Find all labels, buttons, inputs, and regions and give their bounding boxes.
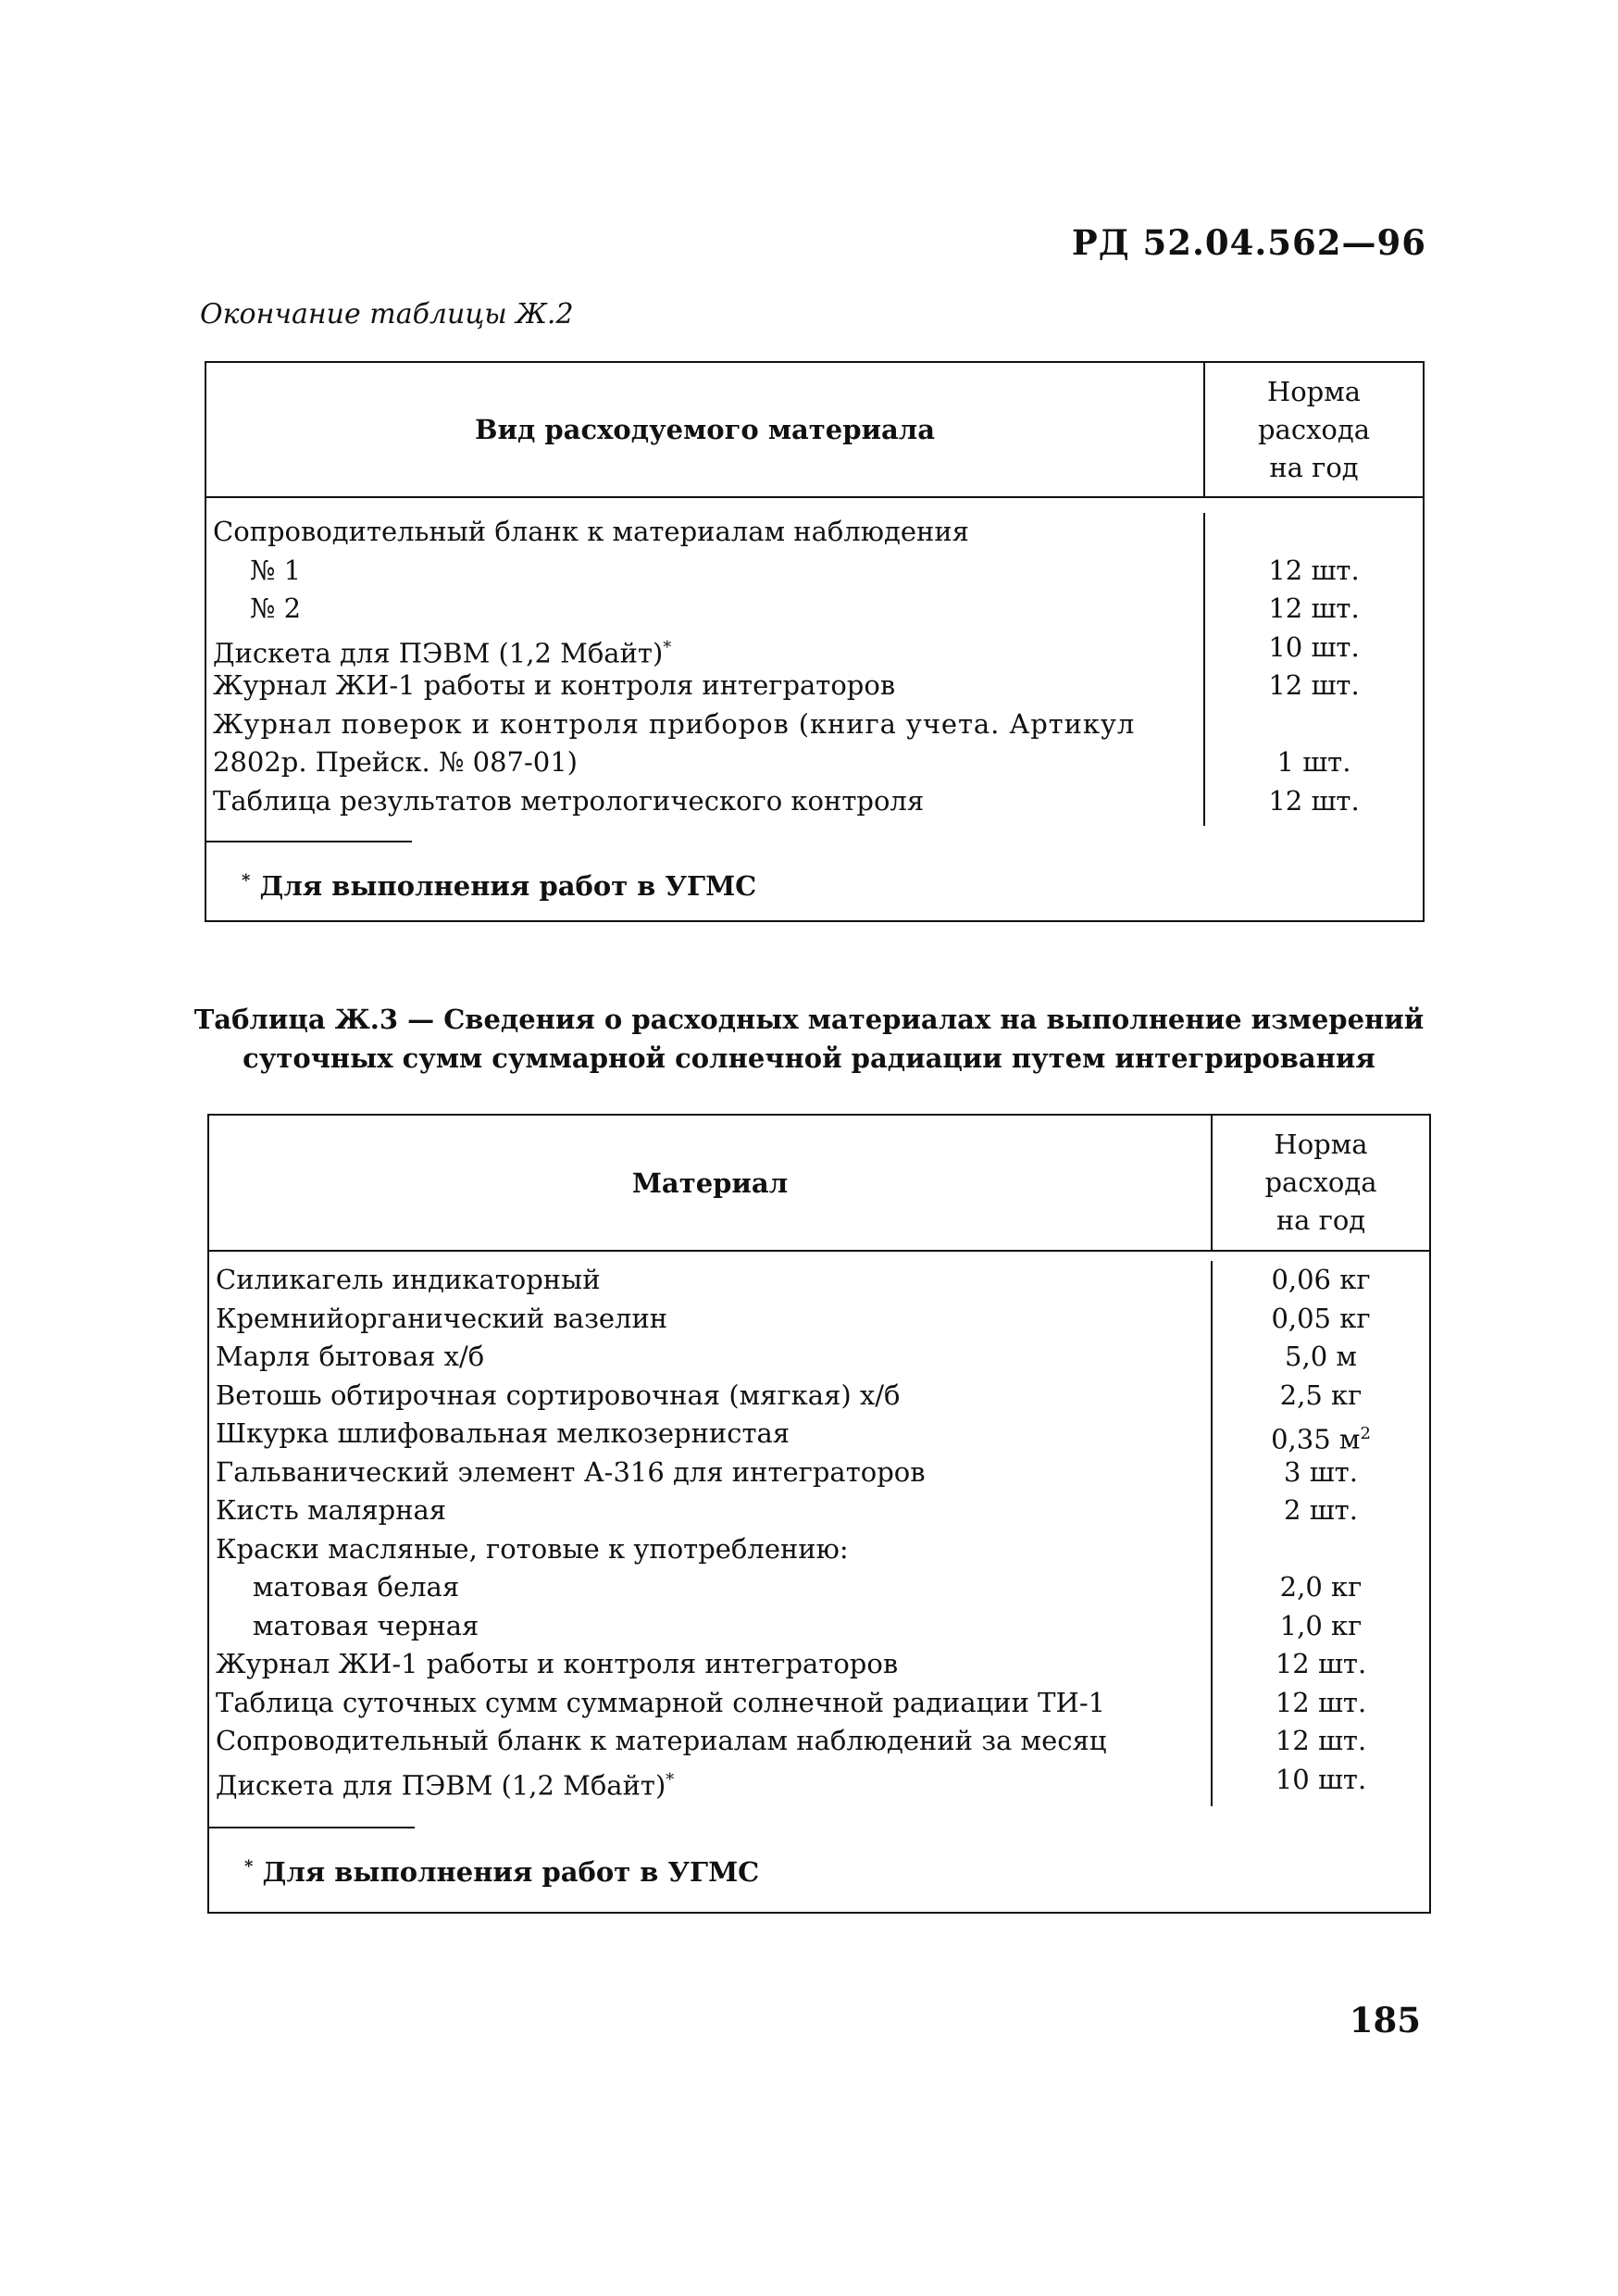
footnote-text: Для выполнения работ в УГМС [259, 870, 757, 902]
qty-cell: 10 шт. [1268, 630, 1360, 663]
table-row: Кремнийорганический вазелин [216, 1302, 668, 1334]
table-row: 2802р. Прейск. № 087-01) [213, 746, 578, 778]
qty-cell: 2,5 кг [1279, 1379, 1363, 1411]
qty-cell: 3 шт. [1284, 1455, 1358, 1488]
qty-cell: 1,0 кг [1279, 1609, 1363, 1641]
table-row: матовая черная [253, 1609, 479, 1641]
qty-cell [1205, 513, 1423, 552]
norm-column [1205, 513, 1423, 826]
table-header [209, 1116, 1429, 1252]
qty-cell: 2,0 кг [1279, 1571, 1363, 1603]
table-row: Таблица суточных сумм суммарной солнечной радиации ТИ-1 [216, 1686, 1106, 1718]
table-row: Марля бытовая х/б [216, 1341, 485, 1372]
qty-cell: 0,05 кг [1271, 1302, 1371, 1334]
footnote [242, 870, 1423, 902]
header-norm-line-3: на год [1276, 1204, 1366, 1236]
table-row: Журнал поверок и контроля приборов (книга учета. Артикул [213, 707, 1136, 740]
document-code: РД 52.04.562—96 [1071, 222, 1426, 263]
qty-value: 0,35 м [1271, 1423, 1361, 1455]
table-continuation-caption: Окончание таблицы Ж.2 [200, 298, 574, 331]
table-header [206, 363, 1423, 498]
qty-cell: 0,06 кг [1271, 1264, 1371, 1295]
qty-cell: 5,0 м [1285, 1341, 1357, 1372]
qty-cell: 12 шт. [1275, 1648, 1367, 1679]
footnote-text: Для выполнения работ в УГМС [262, 1856, 760, 1888]
table-row: Журнал ЖИ-1 работы и контроля интеграторов [216, 1648, 899, 1679]
row-name: Дискета для ПЭВМ (1,2 Мбайт) [213, 637, 664, 669]
header-norm-line-1: Норма [1266, 375, 1362, 407]
qty-cell: 10 шт. [1275, 1763, 1367, 1795]
table-row: Ветошь обтирочная сортировочная (мягкая) х/б [216, 1379, 901, 1411]
footnote-mark: * [666, 1769, 675, 1790]
table-row: Гальванический элемент А-316 для интеграторов [216, 1455, 926, 1488]
table-row: Шкурка шлифовальная мелкозернистая [216, 1417, 790, 1449]
footnote-mark: * [242, 870, 251, 891]
table-row: Таблица результатов метрологического контроля [213, 784, 925, 817]
table-zh3 [207, 1114, 1431, 1914]
unit-exponent: 2 [1360, 1424, 1371, 1443]
footnote-mark: * [663, 637, 672, 657]
row-name: Дискета для ПЭВМ (1,2 Мбайт) [216, 1769, 666, 1802]
qty-cell: 12 шт. [1268, 554, 1360, 586]
footnote-divider [206, 841, 412, 842]
title-line-1: Таблица Ж.3 — Сведения о расходных материалах на выполнение измерений [193, 1004, 1425, 1035]
table-row: Силикагель индикаторный [216, 1264, 601, 1295]
table-row: № 2 [250, 593, 302, 624]
header-norm-line-3: на год [1269, 451, 1359, 483]
qty-cell: 12 шт. [1268, 669, 1360, 701]
table-row: Сопроводительный бланк к материалам наблюдения [213, 516, 969, 547]
qty-cell [1213, 1530, 1429, 1569]
table-body [209, 1252, 1429, 1806]
qty-cell: 12 шт. [1275, 1725, 1367, 1756]
qty-cell: 2 шт. [1284, 1494, 1358, 1526]
title-line-2: суточных сумм суммарной солнечной радиации путем интегрирования [243, 1042, 1375, 1074]
column-header-norm [1205, 363, 1423, 496]
table-row [216, 1761, 1211, 1800]
qty-cell: 12 шт. [1275, 1686, 1367, 1718]
table-body [206, 498, 1423, 826]
column-header-material-type: Вид расходуемого материала [206, 363, 1205, 496]
qty-cell: 12 шт. [1268, 784, 1360, 817]
header-norm-line-1: Норма [1274, 1129, 1368, 1160]
material-column [206, 513, 1205, 826]
material-column [209, 1261, 1213, 1806]
page-number: 185 [1349, 2000, 1421, 2040]
column-header-material: Материал [209, 1116, 1213, 1250]
header-norm-line-2: расхода [1257, 413, 1371, 445]
header-norm-line-2: расхода [1264, 1167, 1377, 1198]
qty-cell [1205, 705, 1423, 744]
table-zh2 [205, 361, 1425, 922]
qty-cell: 12 шт. [1268, 593, 1360, 624]
footnote-mark: * [244, 1856, 254, 1877]
qty-cell: 1 шт. [1276, 746, 1351, 778]
table-row: Краски масляные, готовые к употреблению: [216, 1532, 849, 1565]
column-header-norm [1213, 1116, 1429, 1250]
table-row [213, 629, 1203, 668]
table-row: Сопроводительный бланк к материалам наблюдений за месяц [216, 1725, 1107, 1756]
table-zh3-title [185, 1000, 1433, 1078]
footnote-divider [209, 1827, 415, 1828]
norm-column [1213, 1261, 1429, 1806]
footnote [244, 1856, 1429, 1888]
qty-cell [1213, 1415, 1429, 1454]
table-row: Журнал ЖИ-1 работы и контроля интеграторов [213, 669, 896, 701]
table-row: № 1 [250, 554, 302, 586]
table-row: Кисть малярная [216, 1494, 447, 1526]
table-row: матовая белая [253, 1571, 460, 1603]
